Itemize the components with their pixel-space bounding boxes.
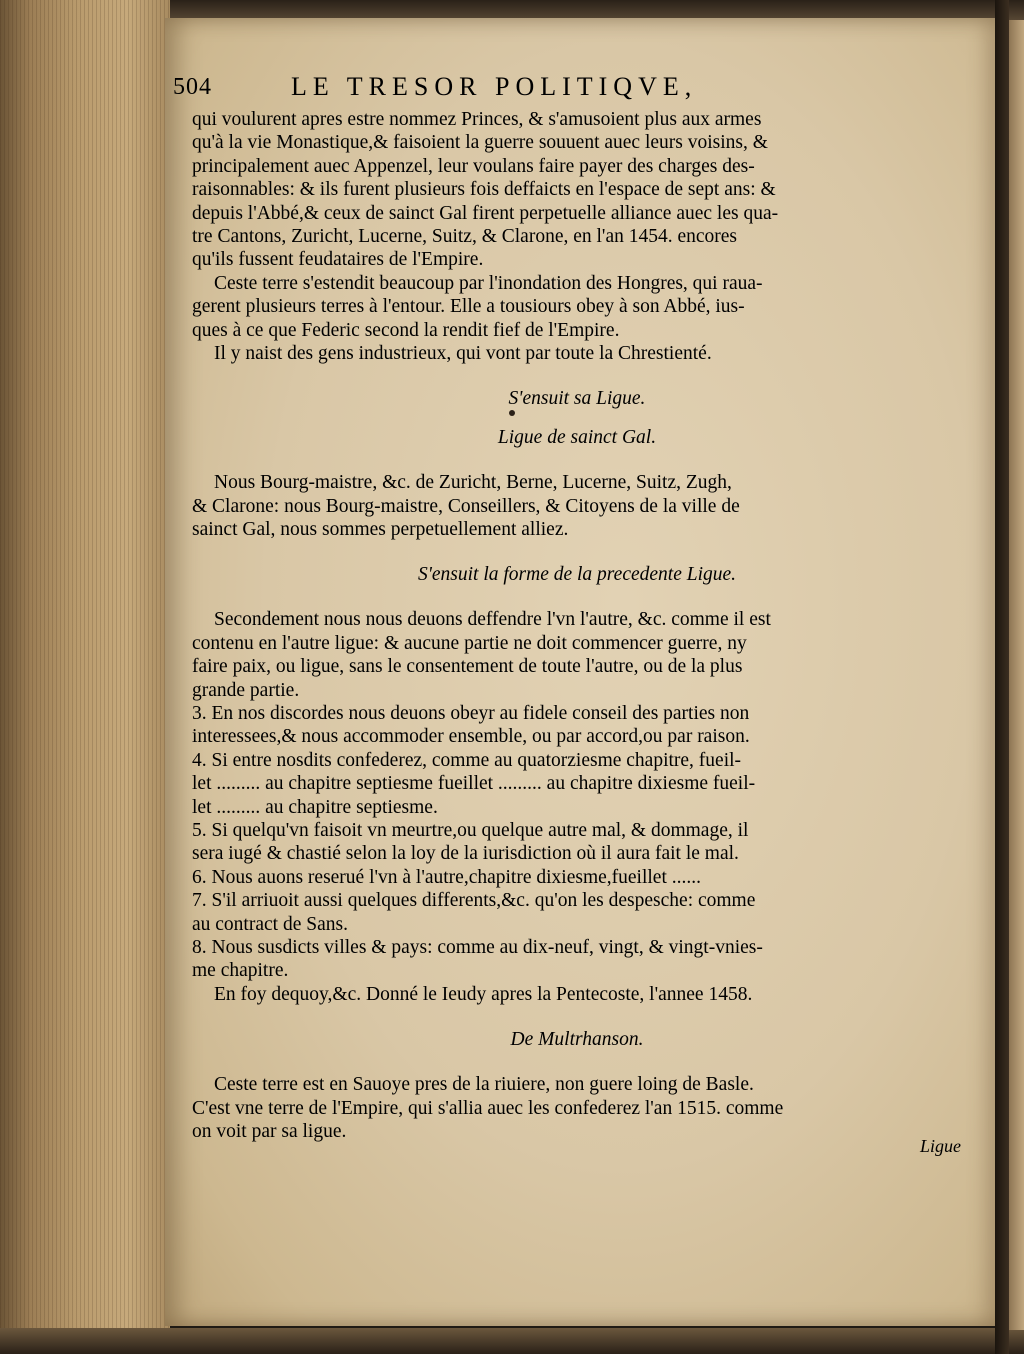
binding-gutter (995, 0, 1009, 1354)
text-line: qu'à la vie Monastique,& faisoient la guerre souuent auec leurs voisins, & (192, 132, 768, 154)
article-line: au contract de Sans. (192, 913, 348, 935)
text-line: qu'ils fussent feudataires de l'Empire. (192, 249, 484, 271)
paragraph-people: Il y naist des gens industrieux, qui vont par toute la Chrestienté. (214, 342, 712, 364)
heading-ligue: S'ensuit sa Ligue. (508, 388, 646, 410)
article-line: let ......... au chapitre septiesme. (192, 796, 438, 818)
page-stack-edges (0, 0, 170, 1354)
paragraph-en-foy: En foy dequoy,&c. Donné le Ieudy apres la Pentecoste, l'annee 1458. (214, 983, 753, 1005)
text-line: faire paix, ou ligue, sans le consentement de toute l'autre, ou de la plus (192, 656, 743, 678)
text-line: & Clarone: nous Bourg-maistre, Conseillers, & Citoyens de la ville de (192, 495, 740, 517)
spacer (192, 1051, 962, 1073)
paragraph-treaty-parties (192, 471, 962, 541)
article-line: me chapitre. (192, 960, 289, 982)
paragraph-abbey (192, 108, 962, 272)
text-line: qui voulurent apres estre nommez Princes, & s'amusoient plus aux armes (192, 109, 762, 130)
running-title: LE TRESOR POLITIQVE, (291, 72, 698, 101)
text-line: Secondement nous nous deuons deffendre l'vn l'autre, &c. comme il est (214, 609, 771, 631)
text-line: grande partie. (192, 679, 300, 701)
article-line: 5. Si quelqu'vn faisoit vn meurtre,ou quelque autre mal, & dommage, il (192, 819, 749, 841)
text-line: depuis l'Abbé,& ceux de sainct Gal firent perpetuelle alliance auec les qua- (192, 202, 779, 224)
article-line: 6. Nous auons reserué l'vn à l'autre,chapitre dixiesme,fueillet ...... (192, 866, 701, 888)
paragraph-territory (192, 272, 962, 342)
spacer (192, 1006, 962, 1028)
paragraph-multrhanson (192, 1073, 962, 1143)
article-line: 8. Nous susdicts villes & pays: comme au dix-neuf, vingt, & vingt-vnies- (192, 936, 763, 958)
page-number: 504 (173, 74, 212, 100)
text-line: on voit par sa ligue. (192, 1120, 347, 1142)
spacer (192, 410, 962, 426)
page-body (192, 108, 962, 1143)
heading-multrhanson: De Multrhanson. (510, 1029, 644, 1051)
text-line: C'est vne terre de l'Empire, qui s'allia auec les confederez l'an 1515. comme (192, 1097, 784, 1119)
facing-page-sliver (1009, 20, 1024, 1330)
text-line: Ceste terre est en Sauoye pres de la riuiere, non guere loing de Basle. (214, 1074, 754, 1096)
article-line: 7. S'il arriuoit aussi quelques differents,&c. qu'on les despesche: comme (192, 890, 756, 912)
text-line: raisonnables: & ils furent plusieurs fois deffaicts en l'espace de sept ans: & (192, 179, 776, 201)
spacer (192, 449, 962, 471)
book-bottom-edge (0, 1328, 1024, 1354)
spacer (192, 365, 962, 387)
article-line: 3. En nos discordes nous deuons obeyr au fidele conseil des parties non (192, 703, 750, 725)
text-line: principalement auec Appenzel, leur voulans faire payer des charges des- (192, 155, 755, 177)
text-line: gerent plusieurs terres à l'entour. Elle a tousiours obey à son Abbé, ius- (192, 296, 745, 318)
spacer (192, 541, 962, 563)
page-header (173, 68, 863, 108)
article-line: interessees,& nous accommoder ensemble, ou par accord,ou par raison. (192, 726, 750, 748)
article-list (192, 702, 962, 983)
text-line: sainct Gal, nous sommes perpetuellement alliez. (192, 519, 569, 541)
paragraph-secondement (192, 608, 962, 702)
catchword: Ligue (920, 1136, 962, 1156)
article-line: sera iugé & chastié selon la loy de la iurisdiction où il aura fait le mal. (192, 843, 739, 865)
text-line: Nous Bourg-maistre, &c. de Zuricht, Berne, Lucerne, Suitz, Zugh, (214, 472, 732, 494)
heading-forme: S'ensuit la forme de la precedente Ligue. (417, 564, 737, 586)
text-line: contenu en l'autre ligue: & aucune partie ne doit commencer guerre, ny (192, 632, 747, 654)
text-line: ques à ce que Federic second la rendit fief de l'Empire. (192, 319, 620, 341)
article-line: 4. Si entre nosdits confederez, comme au quatorziesme chapitre, fueil- (192, 749, 742, 771)
article-line: let ......... au chapitre septiesme fueillet ......... au chapitre dixiesme fueil- (192, 773, 756, 795)
text-line: Ceste terre s'estendit beaucoup par l'inondation des Hongres, qui raua- (214, 272, 763, 294)
text-line: tre Cantons, Zuricht, Lucerne, Suitz, & Clarone, en l'an 1454. encores (192, 225, 738, 247)
heading-ligue-saint-gal: Ligue de sainct Gal. (497, 427, 657, 449)
spacer (192, 586, 962, 608)
